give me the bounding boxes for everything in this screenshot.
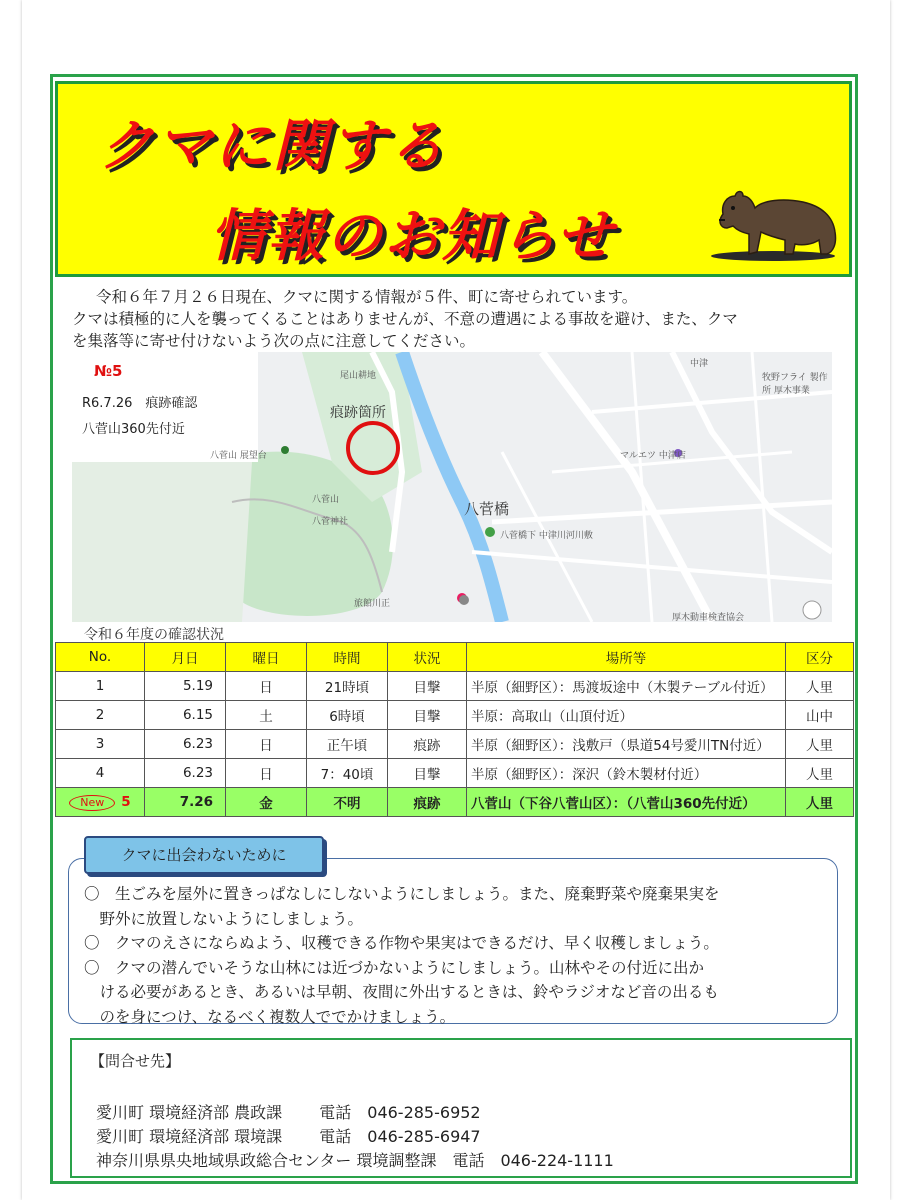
cell-date: 5.19 xyxy=(145,672,226,701)
col-no: No. xyxy=(56,643,145,672)
cell-no: 2 xyxy=(56,701,145,730)
cell-place: 半原（細野区）：馬渡坂途中（木製テーブル付近） xyxy=(467,672,786,701)
map-record-number: №5 xyxy=(94,362,123,380)
table-row xyxy=(56,730,854,759)
map-label-maruetsu: マルエツ 中津店 xyxy=(620,451,686,461)
advice-line: 〇 クマの潜んでいそうな山林には近づかないようにしましょう。山林やその付近に出か xyxy=(84,958,705,977)
map-label-makino: 牧野フライ 製作所 厚木事業 xyxy=(762,373,828,396)
map-label-ryokan: 旅館川正 xyxy=(354,599,391,609)
cell-no: 3 xyxy=(56,730,145,759)
advice-line: のを身につけ、なるべく複数人ででかけましょう。 xyxy=(84,1007,456,1026)
cell-time: 不明 xyxy=(307,788,388,817)
advice-line: 野外に放置しないようにしましょう。 xyxy=(84,909,364,928)
cell-date: 6.23 xyxy=(145,730,226,759)
cell-zone: 人里 xyxy=(786,759,854,788)
location-map[interactable] xyxy=(72,352,832,622)
cell-day: 日 xyxy=(226,759,307,788)
map-location: 八菅山360先付近 xyxy=(82,422,185,437)
cell-time: 6時頃 xyxy=(307,701,388,730)
col-status: 状況 xyxy=(388,643,467,672)
cell-status: 痕跡 xyxy=(388,730,467,759)
cell-no: 1 xyxy=(56,672,145,701)
intro-line-2: クマは積極的に人を襲ってくることはありませんが、不意の遭遇による事故を避け、また、クマ xyxy=(72,310,738,328)
cell-date: 7.26 xyxy=(145,788,226,817)
cell-place: 八菅山（下谷八菅山区）：（八菅山360先付近） xyxy=(467,788,786,817)
contact-row-nousei: 愛川町 環境経済部 農政課 電話 046-285-6952 xyxy=(96,1103,481,1122)
title-line-1: クマに関する xyxy=(98,114,446,179)
cell-day: 土 xyxy=(226,701,307,730)
cell-zone: 人里 xyxy=(786,730,854,759)
bear-icon xyxy=(703,174,843,264)
map-label-kyoudo: 厚木動車検査協会 xyxy=(672,613,745,622)
map-label-nakatsu: 中津 xyxy=(690,359,709,369)
cell-status: 目撃 xyxy=(388,672,467,701)
map-label-obayama: 尾山耕地 xyxy=(340,371,377,381)
cell-date: 6.15 xyxy=(145,701,226,730)
title-line-2: 情報のお知らせ xyxy=(210,204,615,269)
map-date-status: R6.7.26 痕跡確認 xyxy=(82,396,198,411)
contact-row-kankyo: 愛川町 環境経済部 環境課 電話 046-285-6947 xyxy=(96,1127,481,1146)
contact-row-prefecture: 神奈川県県央地域県政総合センター 環境調整課 電話 046-224-1111 xyxy=(96,1151,614,1170)
col-zone: 区分 xyxy=(786,643,854,672)
advice-list xyxy=(84,882,824,1029)
table-row xyxy=(56,701,854,730)
cell-date: 6.23 xyxy=(145,759,226,788)
intro-line-1: 令和６年７月２６日現在、クマに関する情報が５件、町に寄せられています。 xyxy=(96,288,638,306)
col-day: 曜日 xyxy=(226,643,307,672)
new-badge: New xyxy=(69,795,115,811)
notice-header xyxy=(55,81,852,277)
table-header-row xyxy=(56,643,854,672)
map-label-hasugesan: 八菅山 xyxy=(312,495,340,505)
map-label-jinja: 八菅神社 xyxy=(312,517,349,527)
table-row xyxy=(56,672,854,701)
sighting-table xyxy=(55,642,854,817)
cell-day: 日 xyxy=(226,672,307,701)
contact-heading: 【問合せ先】 xyxy=(90,1052,181,1070)
map-info-panel xyxy=(72,352,258,462)
col-time: 時間 xyxy=(307,643,388,672)
cell-zone: 人里 xyxy=(786,672,854,701)
status-caption: 令和６年度の確認状況 xyxy=(84,627,224,643)
cell-place: 半原（細野区）：浅敷戸（県道54号愛川TN付近） xyxy=(467,730,786,759)
intro-text xyxy=(72,286,842,352)
advice-title: クマに出会わないために xyxy=(84,836,324,874)
cell-day: 金 xyxy=(226,788,307,817)
cell-time: 7：40頃 xyxy=(307,759,388,788)
cell-status: 目撃 xyxy=(388,759,467,788)
latest-no: 5 xyxy=(121,793,131,810)
map-label-kasenjiki: 八菅橋下 中津川河川敷 xyxy=(500,531,593,541)
cell-no: 4 xyxy=(56,759,145,788)
cell-time: 正午頃 xyxy=(307,730,388,759)
advice-line: 〇 クマのえさにならぬよう、収穫できる作物や果実はできるだけ、早く収穫しましょう。 xyxy=(84,934,719,952)
cell-no xyxy=(56,788,145,817)
col-place: 場所等 xyxy=(467,643,786,672)
cell-day: 日 xyxy=(226,730,307,759)
cell-zone: 山中 xyxy=(786,701,854,730)
cell-zone: 人里 xyxy=(786,788,854,817)
advice-line: ける必要があるとき、あるいは早朝、夜間に外出するときは、鈴やラジオなど音の出るも xyxy=(84,983,719,1001)
cell-place: 半原：高取山（山頂付近） xyxy=(467,701,786,730)
cell-status: 痕跡 xyxy=(388,788,467,817)
intro-line-3: を集落等に寄せ付けないよう次の点に注意してください。 xyxy=(72,332,476,350)
map-label-tenbodai: 八菅山 展望台 xyxy=(210,451,267,461)
cell-place: 半原（細野区）：深沢（鈴木製材付近） xyxy=(467,759,786,788)
table-row-latest xyxy=(56,788,854,817)
map-marker-label: 痕跡箇所 xyxy=(330,405,386,421)
cell-time: 21時頃 xyxy=(307,672,388,701)
map-bridge-label: 八菅橋 xyxy=(464,500,510,518)
advice-line: 〇 生ごみを屋外に置きっぱなしにしないようにしましょう。また、廃棄野菜や廃棄果実を xyxy=(84,885,720,903)
col-date: 月日 xyxy=(145,643,226,672)
cell-status: 目撃 xyxy=(388,701,467,730)
table-row xyxy=(56,759,854,788)
